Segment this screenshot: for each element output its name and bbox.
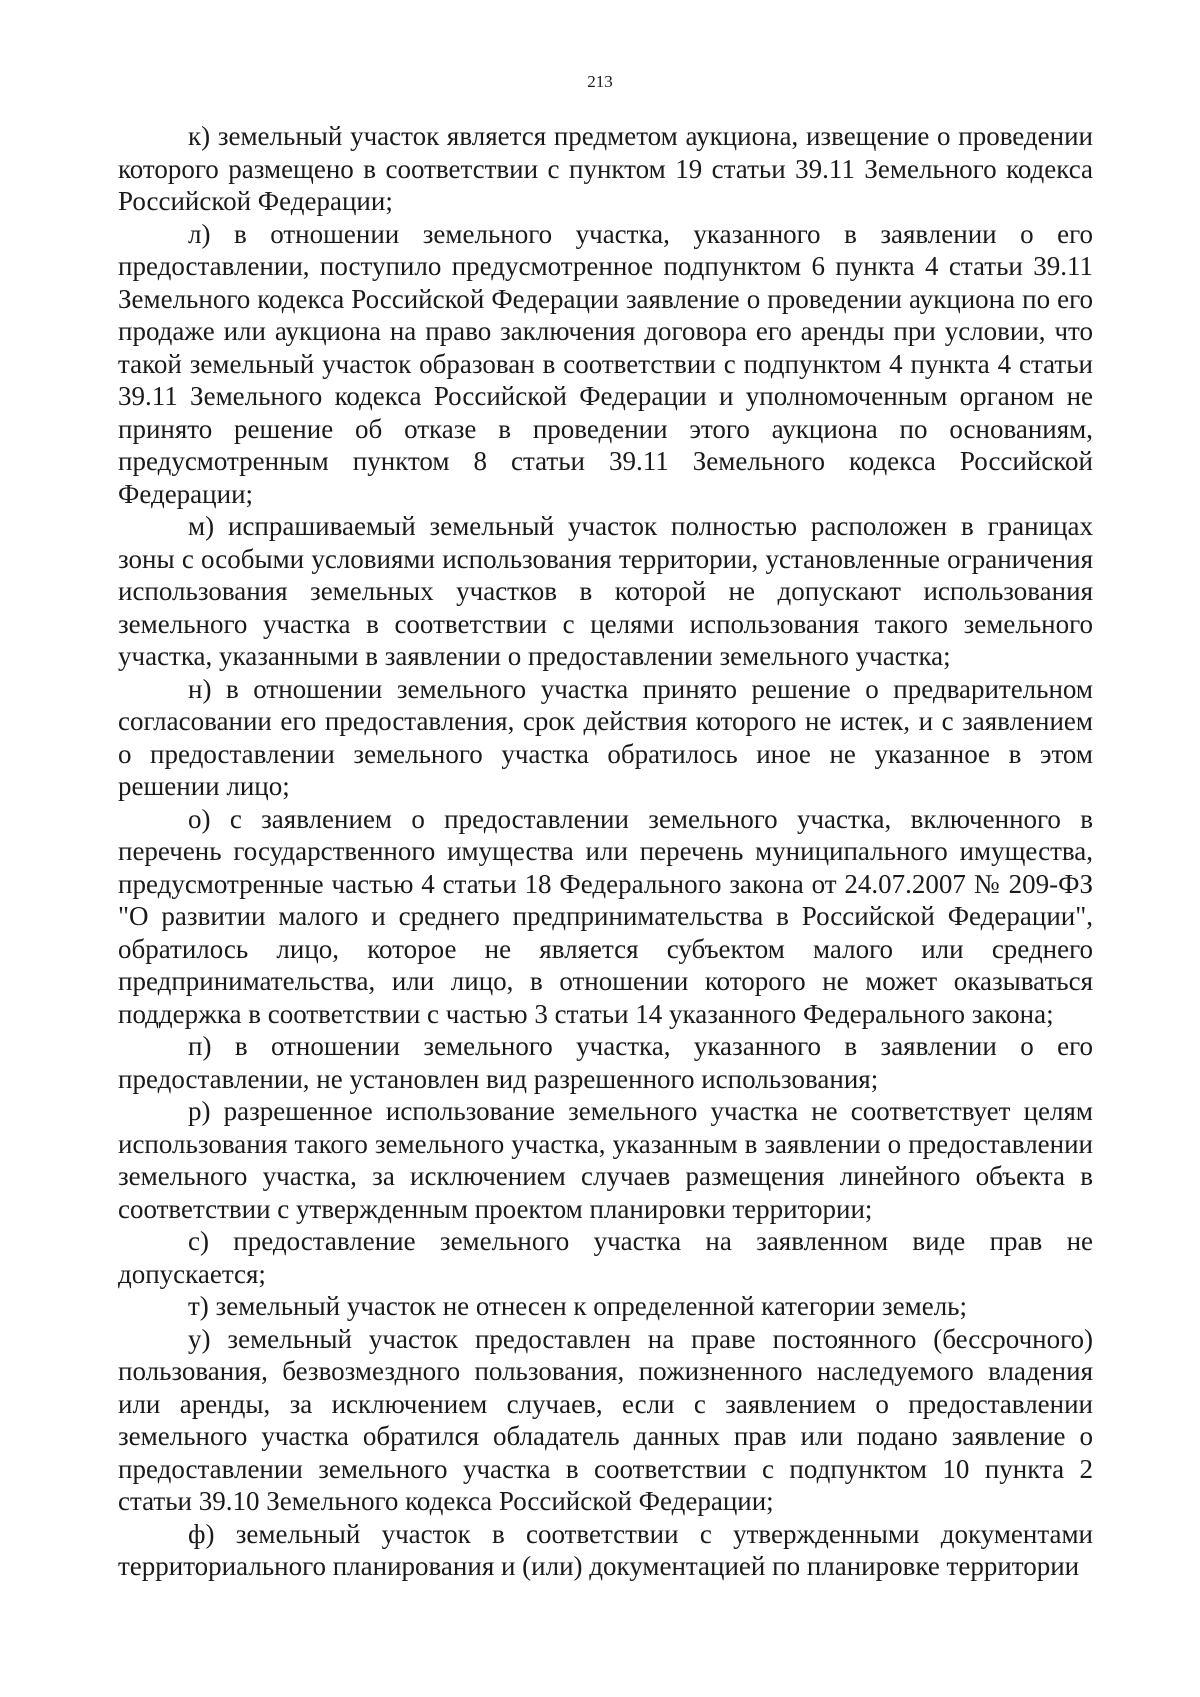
paragraph-u: у) земельный участок предоставлен на праве постоянного (бессрочного) пользования, безвозмездного пользования, пожизненного наследуемого владения или аренды, за исключением случаев, если с заявлением о предоставлении земельного участка обратился обладатель данных прав или подано заявление о предоставлении земельного участка в соответствии с подпунктом 10 пункта 2 статьи 39.10 Земельного кодекса Российской Федерации;: [118, 1323, 1093, 1516]
document-body: [118, 120, 1093, 1583]
paragraph-o: о) с заявлением о предоставлении земельного участка, включенного в перечень государственного имущества или перечень муниципального имущества, предусмотренные частью 4 статьи 18 Федерального закона от 24.07.2007 № 209-ФЗ "О развитии малого и среднего предпринимательства в Российской Федерации", обратилось лицо, которое не является субъектом малого или среднего предпринимательства, или лицо, в отношении которого не может оказываться поддержка в соответствии с частью 3 статьи 14 указанного Федерального закона;: [118, 803, 1093, 1029]
paragraph-p: п) в отношении земельного участка, указанного в заявлении о его предоставлении, не установлен вид разрешенного использования;: [118, 1031, 1093, 1094]
paragraph-t: т) земельный участок не отнесен к определенной категории земель;: [188, 1291, 967, 1321]
paragraph-n: н) в отношении земельного участка принято решение о предварительном согласовании его предоставления, срок действия которого не истек, и с заявлением о предоставлении земельного участка обратилось иное не указанное в этом решении лицо;: [118, 673, 1093, 801]
paragraph-k: к) земельный участок является предметом аукциона, извещение о проведении которого размещено в соответствии с пунктом 19 статьи 39.11 Земельного кодекса Российской Федерации;: [118, 121, 1093, 216]
paragraph-r: р) разрешенное использование земельного участка не соответствует целям использования такого земельного участка, указанным в заявлении о предоставлении земельного участка, за исключением случаев размещения линейного объекта в соответствии с утвержденным проектом планировки территории;: [118, 1096, 1093, 1224]
paragraph-m: м) испрашиваемый земельный участок полностью расположен в границах зоны с особыми условиями использования территории, установленные ограничения использования земельных участков в которой не допускают использования земельного участка в соответствии с целями использования такого земельного участка, указанными в заявлении о предоставлении земельного участка;: [118, 511, 1093, 671]
paragraph-l: л) в отношении земельного участка, указанного в заявлении о его предоставлении, поступило предусмотренное подпунктом 6 пункта 4 статьи 39.11 Земельного кодекса Российской Федерации заявление о проведении аукциона по его продаже или аукциона на право заключения договора его аренды при условии, что такой земельный участок образован в соответствии с подпунктом 4 пункта 4 статьи 39.11 Земельного кодекса Российской Федерации и уполномоченным органом не принято решение об отказе в проведении этого аукциона по основаниям, предусмотренным пунктом 8 статьи 39.11 Земельного кодекса Российской Федерации;: [118, 218, 1093, 509]
paragraph-s: с) предоставление земельного участка на заявленном виде прав не допускается;: [118, 1226, 1093, 1289]
paragraph-f: ф) земельный участок в соответствии с утвержденными документами территориального планирования и (или) документацией по планировке территории: [118, 1518, 1093, 1581]
page-number: 213: [587, 72, 613, 91]
